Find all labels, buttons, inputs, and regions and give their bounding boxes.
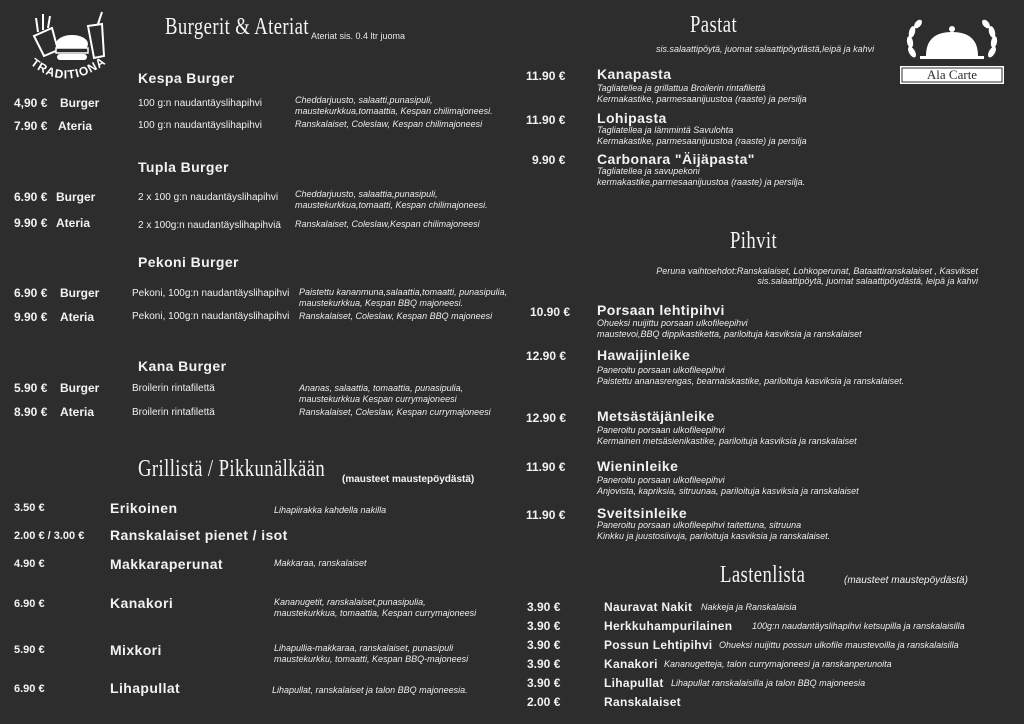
price: 4.90 € [14, 558, 45, 570]
pihvi-item-name: Metsästäjänleike [597, 408, 715, 424]
item-desc: Ranskalaiset, Coleslaw, Kespan currymajoneesi [299, 407, 491, 417]
burger-group-name: Pekoni Burger [138, 254, 239, 270]
kind-label: Ateria [60, 310, 95, 324]
price: 9.90 € [14, 216, 48, 230]
item-desc: Paistettu kananmuna,salaattia,tomaatti, punasipulia, maustekurkkua, Kespan BBQ majoneesi. [299, 287, 508, 308]
meat-desc: 2 x 100g:n naudantäyslihapihviä [138, 220, 281, 231]
burgers-title: Burgerit & Ateriat [165, 14, 309, 40]
item-desc: Nakkeja ja Ranskalaisia [701, 602, 797, 612]
burgers-note: Ateriat sis. 0.4 ltr juoma [311, 31, 406, 41]
item-desc: Cheddarjuusto, salaattia,punasipuli, maustekurkkua,tomaatti, Kespan chilimajoneesi. [295, 189, 488, 210]
grilli-item-name: Lihapullat [110, 680, 181, 696]
grilli-item-name: Kanakori [110, 595, 174, 611]
kind-label: Ateria [58, 119, 93, 133]
price: 3.90 € [527, 619, 561, 633]
price: 6.90 € [14, 190, 48, 204]
grilli-item-name: Ranskalaiset pienet / isot [110, 527, 288, 543]
pastat-note: sis.salaattipöytä, juomat salaattipöydästä,leipä ja kahvi [656, 44, 875, 54]
price: 4,90 € [14, 96, 48, 110]
pihvit-note: Peruna vaihtoehdot:Ranskalaiset, Lohkoperunat, Bataattiranskalaiset , Kasvikset sis.salaattipöytä, juomat salaattipöydästä, leipä ja kahvi [656, 266, 978, 286]
item-desc: Tagliatellea ja grillattua Broilerin rintafilettä Kermakastike, parmesaanijuustoa (raaste) ja persilja [597, 83, 807, 104]
pasta-item-name: Lohipasta [597, 110, 667, 126]
price: 6.90 € [14, 286, 48, 300]
price: 3.90 € [527, 638, 561, 652]
lasten-item-name: Ranskalaiset [604, 695, 681, 709]
traditional-badge [18, 8, 114, 92]
price: 5.90 € [14, 381, 48, 395]
burger-group-name: Kana Burger [138, 358, 227, 374]
alacarte-label: Ala Carte [926, 67, 978, 82]
meat-desc: Broilerin rintafilettä [132, 383, 215, 394]
price: 11.90 € [526, 113, 566, 127]
item-desc: Lihapullia-makkaraa, ranskalaiset, punasipuli maustekurkku, tomaatti, Kespan BBQ-majoneesi [274, 643, 469, 664]
price: 9.90 € [14, 310, 48, 324]
pihvi-item-name: Sveitsinleike [597, 505, 688, 521]
item-desc: Cheddarjuusto, salaatti,punasipuli, maustekurkkua,tomaattia, Kespan chilimajoneesi. [295, 95, 493, 116]
price: 7.90 € [14, 119, 48, 133]
pihvi-item-name: Wieninleike [597, 458, 679, 474]
pasta-item-name: Kanapasta [597, 66, 672, 82]
item-desc: Kananugetteja, talon currymajoneesi ja ranskanperunoita [664, 659, 892, 669]
item-desc: Tagliatellea ja lämmintä Savulohta Kermakastike, parmesaanijuustoa (raaste) ja persilja [597, 125, 807, 146]
price: 9.90 € [532, 153, 566, 167]
grilli-note: (mausteet maustepöydästä) [342, 474, 475, 485]
pastat-title: Pastat [690, 12, 738, 38]
price: 3.90 € [527, 676, 561, 690]
item-desc: Paneroitu porsaan ulkofileepihvi taitettuna, sitruuna Kinkku ja juustosiivuja, pariloituja kasviksia ja ranskalaiset. [597, 520, 831, 541]
lasten-note: (mausteet maustepöydästä) [844, 575, 968, 586]
kind-label: Ateria [60, 405, 95, 419]
price: 11.90 € [526, 508, 566, 522]
pihvi-item-name: Hawaijinleike [597, 347, 691, 363]
pasta-item-name: Carbonara "Äijäpasta" [597, 151, 755, 167]
item-desc: Ohueksi nuijittu possun ulkofile maustevoilla ja ranskalaisilla [719, 640, 959, 650]
burger-fries-icon [18, 8, 114, 92]
grilli-item-name: Makkaraperunat [110, 556, 223, 572]
lasten-item-name: Nauravat Nakit [604, 600, 693, 614]
item-desc: Lihapullat, ranskalaiset ja talon BBQ majoneesia. [272, 685, 468, 695]
price: 2.00 € [527, 695, 561, 709]
item-desc: Kananugetit, ranskalaiset,punasipulia, maustekurkkua, tomaattia, Kespan currymajoneesi [274, 597, 477, 618]
meat-desc: Pekoni, 100g:n naudantäyslihapihvi [132, 311, 290, 322]
price: 2.00 € / 3.00 € [14, 530, 85, 542]
price: 11.90 € [526, 460, 566, 474]
pihvit-title: Pihvit [730, 228, 778, 254]
lasten-item-name: Possun Lehtipihvi [604, 638, 713, 652]
price: 8.90 € [14, 405, 48, 419]
price: 3.90 € [527, 600, 561, 614]
kind-label: Burger [56, 190, 96, 204]
item-desc: Paneroitu porsaan ulkofileepihvi Kermainen metsäsienikastike, pariloituja kasviksia ja ranskalaiset [597, 425, 857, 446]
meat-desc: 100 g:n naudantäyslihapihvi [138, 120, 262, 131]
item-desc: Ranskalaiset, Coleslaw, Kespan chilimajoneesi [295, 119, 483, 129]
lasten-title: Lastenlista [720, 562, 806, 588]
lasten-item-name: Kanakori [604, 657, 658, 671]
price: 3.50 € [14, 502, 45, 514]
price: 6.90 € [14, 683, 45, 695]
pihvi-item-name: Porsaan lehtipihvi [597, 302, 725, 318]
grilli-item-name: Mixkori [110, 642, 162, 658]
item-desc: Ranskalaiset, Coleslaw,Kespan chilimajoneesi [295, 219, 480, 229]
item-desc: 100g:n naudantäyslihapihvi ketsupilla ja ranskalaisilla [752, 621, 965, 631]
lasten-item-name: Herkkuhampurilainen [604, 619, 733, 633]
item-desc: Ranskalaiset, Coleslaw, Kespan BBQ majoneesi [299, 311, 493, 321]
item-desc: Lihapiirakka kahdella nakilla [274, 505, 387, 515]
price: 6.90 € [14, 598, 45, 610]
item-desc: Makkaraa, ranskalaiset [274, 558, 367, 568]
price: 3.90 € [527, 657, 561, 671]
lasten-item-name: Lihapullat [604, 676, 664, 690]
meat-desc: Pekoni, 100g:n naudantäyslihapihvi [132, 288, 290, 299]
kind-label: Burger [60, 381, 100, 395]
meat-desc: 100 g:n naudantäyslihapihvi [138, 98, 262, 109]
price: 10.90 € [530, 305, 571, 319]
kind-label: Burger [60, 96, 100, 110]
price: 12.90 € [526, 349, 567, 363]
item-desc: Lihapullat ranskalaisilla ja talon BBQ majoneesia [671, 678, 866, 688]
meat-desc: 2 x 100 g:n naudantäyslihapihvi [138, 192, 279, 203]
alacarte-badge [898, 14, 1006, 86]
grilli-item-name: Erikoinen [110, 500, 178, 516]
item-desc: Paneroitu porsaan ulkofileepihvi Anjovista, kapriksia, sitruunaa, pariloituja kasviksia ja ranskalaiset [597, 475, 859, 496]
item-desc: Ananas, salaattia, tomaattia, punasipulia, maustekurkkua Kespan currymajoneesi [299, 383, 464, 404]
price: 12.90 € [526, 411, 567, 425]
meat-desc: Broilerin rintafilettä [132, 407, 215, 418]
burger-group-name: Kespa Burger [138, 70, 235, 86]
price: 11.90 € [526, 69, 566, 83]
traditional-label: TRADITIONA [28, 53, 109, 82]
item-desc: Tagliatellea ja savupekoni kermakastike,parmesaanijuustoa (raaste) ja persilja. [597, 166, 806, 187]
kind-label: Burger [60, 286, 100, 300]
kind-label: Ateria [56, 216, 91, 230]
item-desc: Paneroitu porsaan ulkofileepihvi Paistettu ananasrengas, bearnaiskastike, pariloituja kasviksia ja ranskalaiset. [597, 365, 905, 386]
item-desc: Ohueksi nuijittu porsaan ulkofileepihvi maustevoi,BBQ dippikastiketta, pariloituja kasviksia ja ranskalaiset [597, 318, 862, 339]
burger-group-name: Tupla Burger [138, 159, 229, 175]
price: 5.90 € [14, 644, 45, 656]
grilli-title: Grillistä / Pikkunälkään [138, 456, 326, 482]
